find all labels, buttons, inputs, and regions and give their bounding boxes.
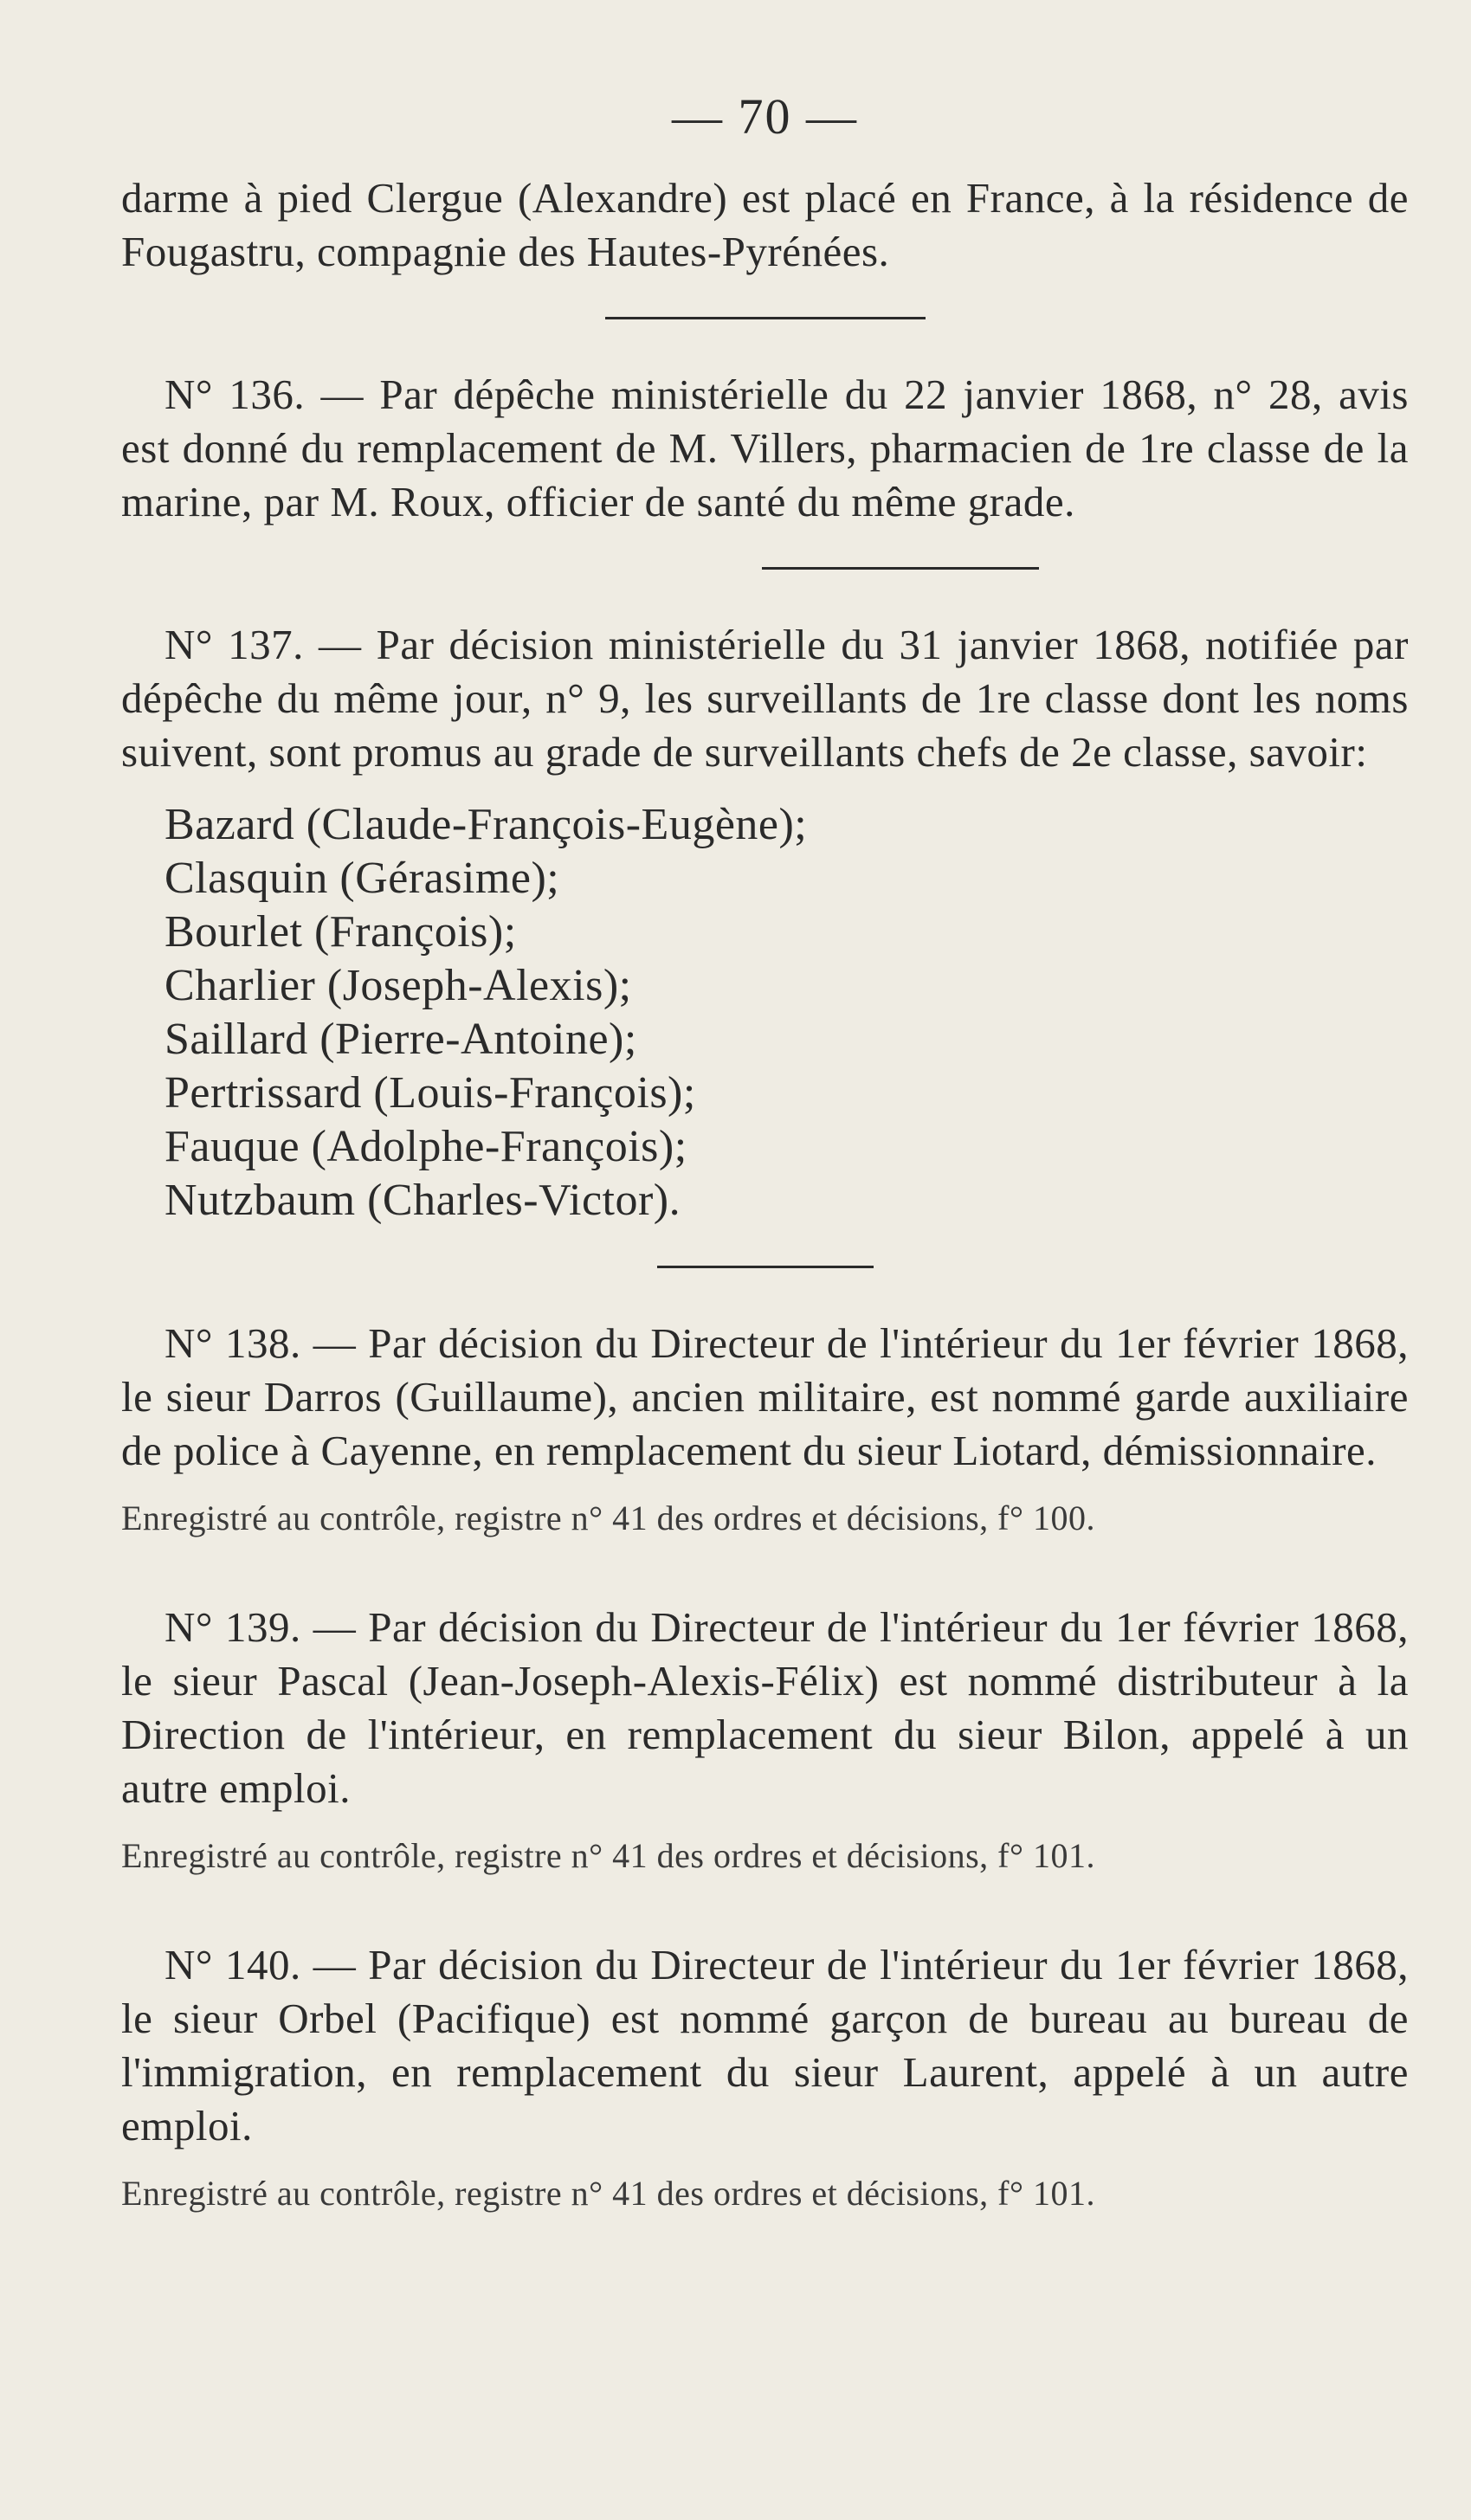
entry-140 (121, 1938, 1409, 2153)
entry-number: N° 139. (165, 1603, 301, 1651)
entry-number: N° 137. (165, 621, 304, 668)
entry-138 (121, 1317, 1409, 1478)
list-item: Fauque (Adolphe-François); (165, 1122, 687, 1171)
entry-number: N° 136. (165, 371, 306, 418)
registry-note: Enregistré au contrôle, registre n° 41 des ordres et décisions, f° 100. (121, 1498, 1095, 1537)
spacer (121, 1540, 1409, 1601)
entry-number: N° 140. (165, 1941, 301, 1988)
list-item: Bazard (Claude-François-Eugène); (165, 800, 808, 849)
list-item: Pertrissard (Louis-François); (165, 1068, 696, 1118)
entry-text: — Par décision du Directeur de l'intérieur du 1er février 1868, le sieur Orbel (Pacifique) est nommé garçon de bureau au bureau de l'immigration, en remplacement du sieur Laurent, appelé à un autre emploi. (121, 1941, 1410, 2149)
list-item: Bourlet (François); (165, 907, 517, 957)
intro-paragraph: darme à pied Clergue (Alexandre) est placé en France, à la résidence de Fougastru, compagnie des Hautes-Pyrénées. (121, 174, 1409, 275)
spacer (121, 1878, 1409, 1938)
entry-text: — Par décision ministérielle du 31 janvier 1868, notifiée par dépêche du même jour, n° 9, les surveillants de 1re classe dont les noms suivent, sont promus au grade de surveillants chefs de 2e classe, savoir: (121, 621, 1409, 776)
entry-text: — Par décision du Directeur de l'intérieur du 1er février 1868, le sieur Darros (Guillaume), ancien militaire, est nommé garde auxiliaire de police à Cayenne, en remplacement du sieur Liotard, démissionnaire. (121, 1319, 1410, 1474)
divider (657, 1266, 874, 1268)
divider (605, 317, 926, 319)
entry-text: — Par dépêche ministérielle du 22 janvier 1868, n° 28, avis est donné du remplacement de M. Villers, pharmacien de 1re classe de la marine, par M. Roux, officier de santé du même grade. (121, 371, 1410, 525)
registry-note: Enregistré au contrôle, registre n° 41 des ordres et décisions, f° 101. (121, 2174, 1095, 2213)
divider (762, 567, 1039, 570)
entry-text: — Par décision du Directeur de l'intérieur du 1er février 1868, le sieur Pascal (Jean-Joseph-Alexis-Félix) est nommé distributeur à la Direction de l'intérieur, en remplacement du sieur Bilon, appelé à un autre emploi. (121, 1603, 1410, 1812)
entry-number: N° 138. (165, 1319, 301, 1367)
list-item: Saillard (Pierre-Antoine); (165, 1015, 637, 1064)
entry-139 (121, 1601, 1409, 1815)
list-item: Charlier (Joseph-Alexis); (165, 961, 632, 1010)
list-item: Clasquin (Gérasime); (165, 854, 560, 903)
list-item: Nutzbaum (Charles-Victor). (165, 1176, 681, 1225)
entry-137 (121, 618, 1409, 779)
page-number: — 70 — (672, 88, 858, 145)
registry-note: Enregistré au contrôle, registre n° 41 des ordres et décisions, f° 101. (121, 1836, 1095, 1875)
entry-136 (121, 368, 1409, 529)
promoted-names-list (165, 798, 1409, 1228)
